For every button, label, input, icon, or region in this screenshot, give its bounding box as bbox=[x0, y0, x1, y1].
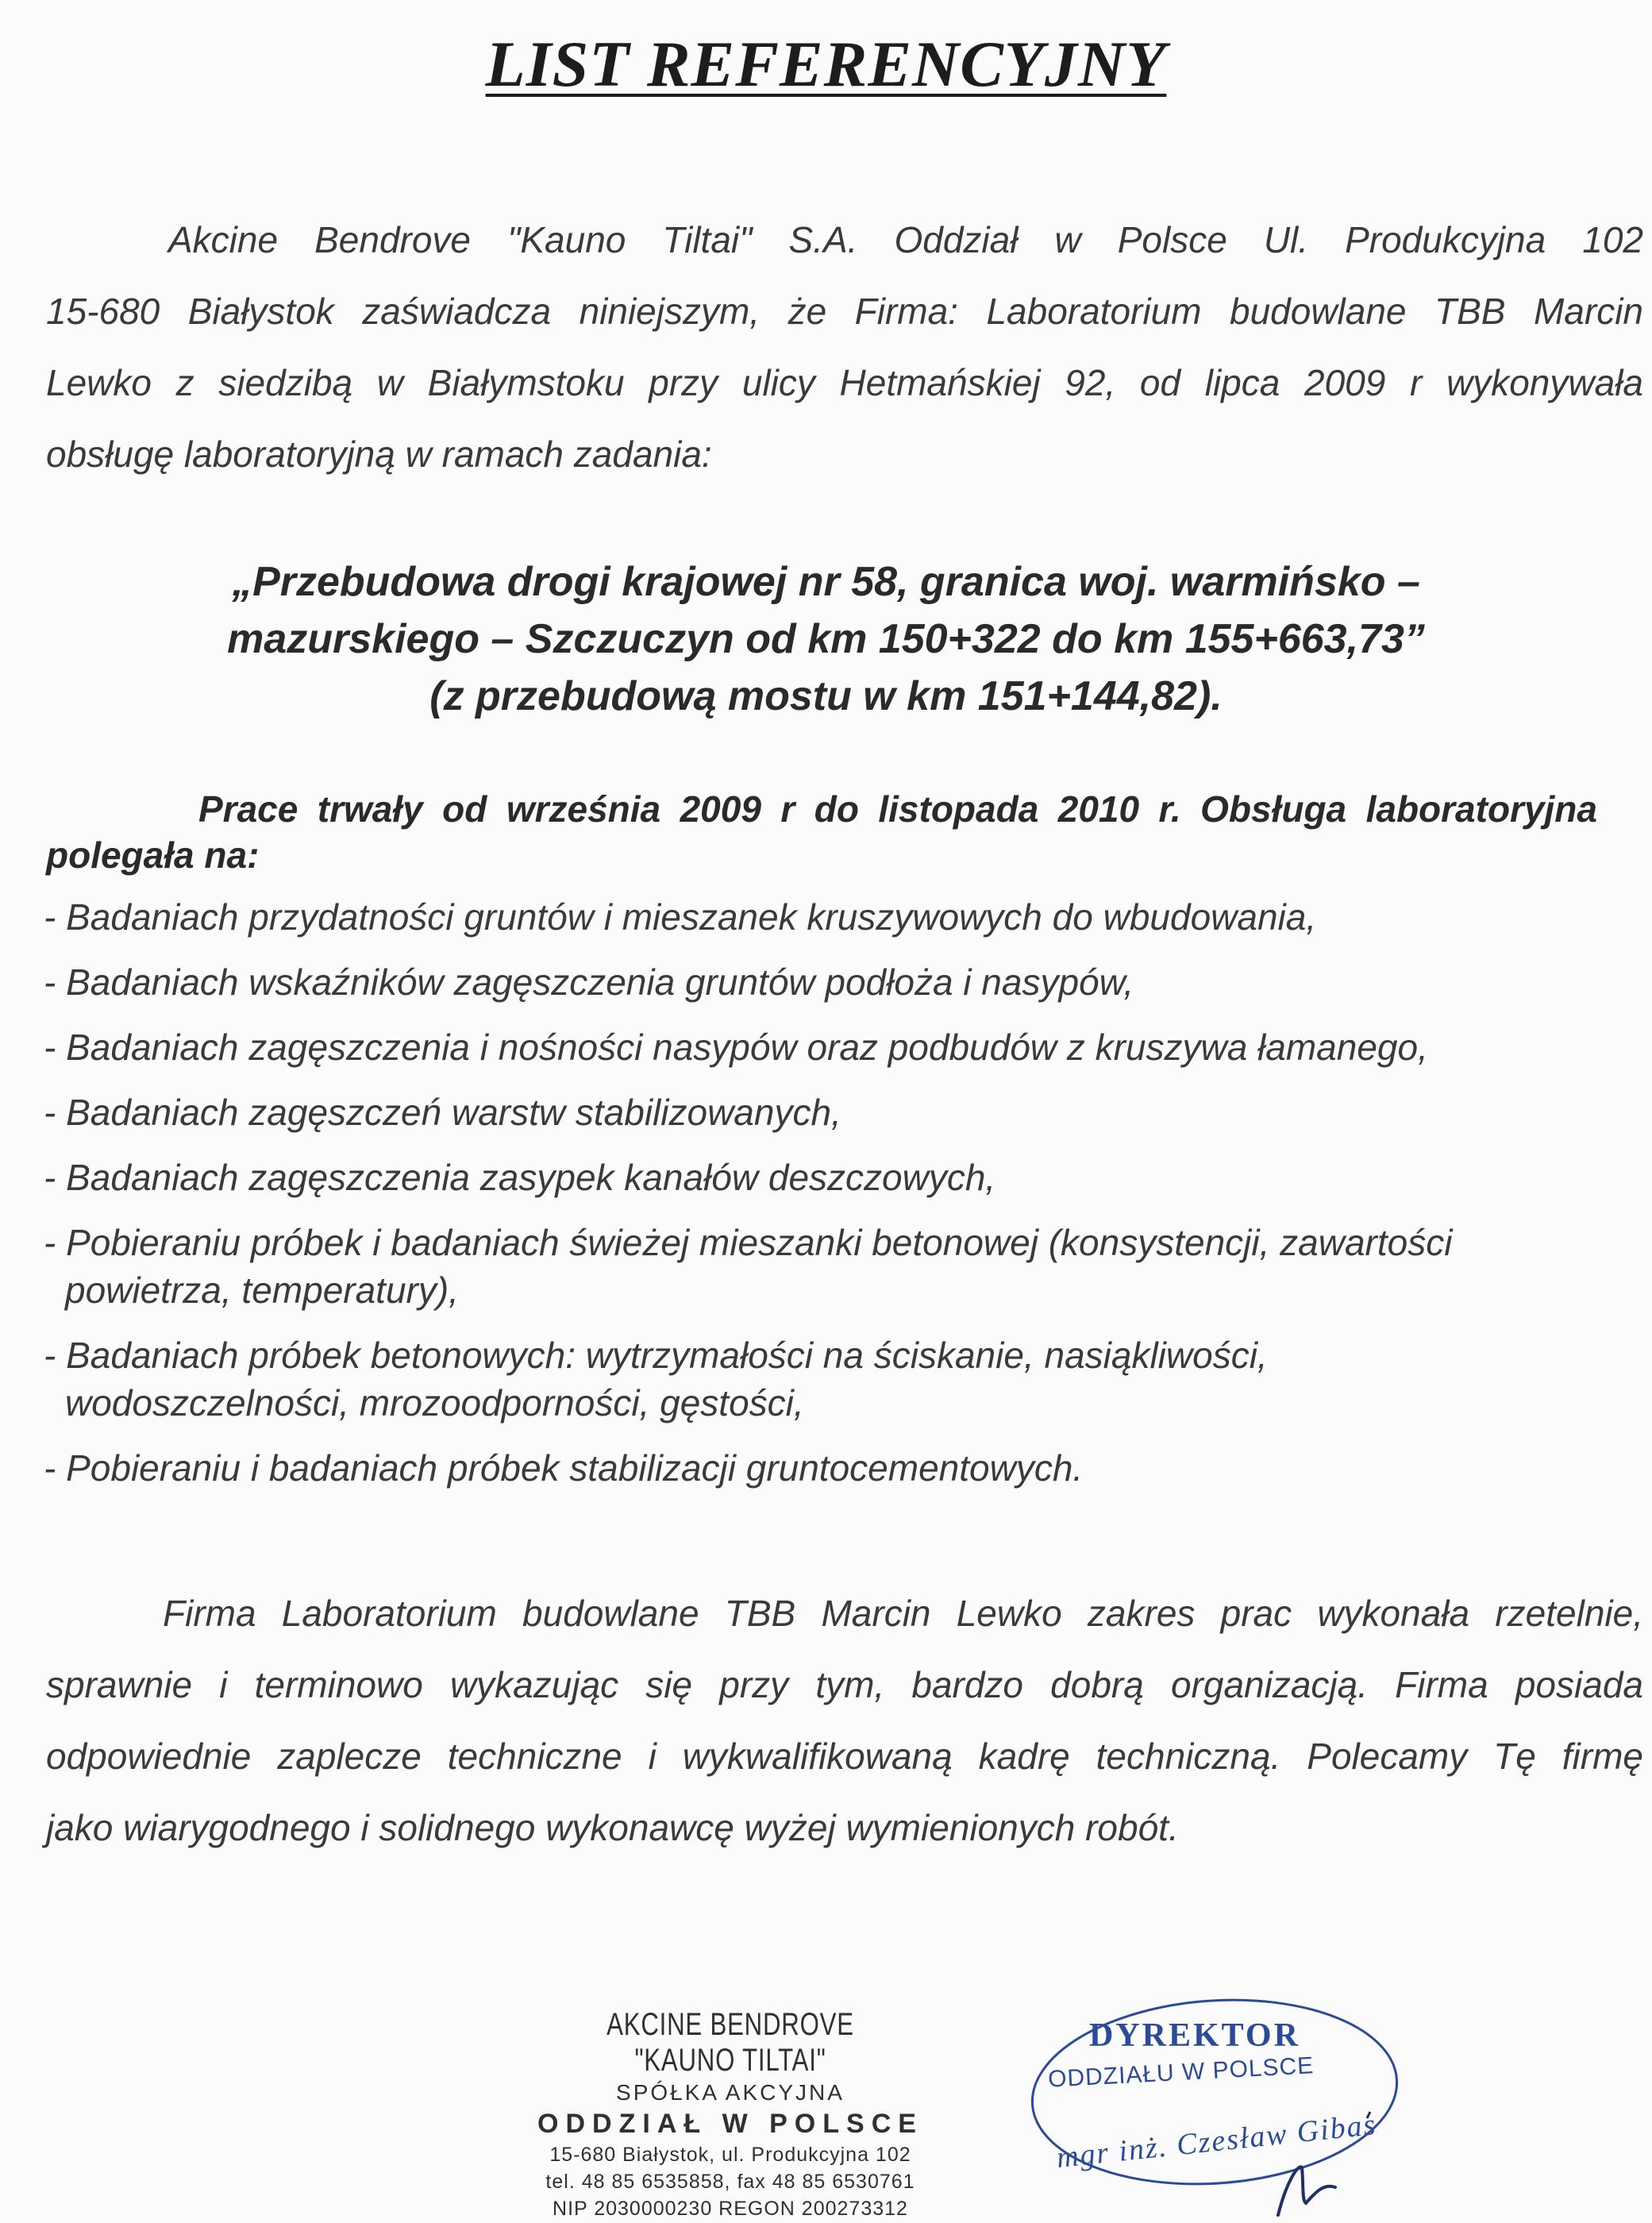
company-stamp bbox=[508, 2007, 953, 2221]
intro-line-1: Akcine Bendrove "Kauno Tiltai" S.A. Oddział w Polsce Ul. Produkcyjna 102 bbox=[168, 219, 1643, 260]
intro-line-2: 15-680 Białystok zaświadcza niniejszym, że Firma: Laboratorium budowlane TBB Marcin bbox=[46, 291, 1643, 332]
list-item: - Badaniach przydatności gruntów i mieszanek kruszywowych do wbudowania, bbox=[44, 896, 1317, 938]
closing-line-2: sprawnie i terminowo wykazując się przy tym, bardzo dobrą organizacją. Firma posiada bbox=[46, 1664, 1643, 1705]
stamp-type: SPÓŁKA AKCYJNA bbox=[616, 2080, 845, 2105]
list-item: - Badaniach wskaźników zagęszczenia gruntów podłoża i nasypów, bbox=[44, 961, 1134, 1003]
list-item: - Pobieraniu i badaniach próbek stabilizacji gruntocementowych. bbox=[44, 1447, 1084, 1489]
list-item-continuation: powietrza, temperatury), bbox=[65, 1269, 459, 1311]
intro-line-3: Lewko z siedzibą w Białymstoku przy ulicy Hetmańskiej 92, od lipca 2009 r wykonywała bbox=[46, 362, 1643, 403]
document-title: LIST REFERENCYJNY bbox=[485, 28, 1167, 100]
closing-line-4: jako wiarygodnego i solidnego wykonawcę wyżej wymienionych robót. bbox=[46, 1807, 1179, 1848]
closing-line-1: Firma Laboratorium budowlane TBB Marcin Lewko zakres prac wykonała rzetelnie, bbox=[163, 1593, 1643, 1634]
list-item: - Badaniach zagęszczenia i nośności nasypów oraz podbudów z kruszywa łamanego, bbox=[44, 1027, 1428, 1068]
task-line-2: mazurskiego – Szczuczyn od km 150+322 do km 155+663,73” bbox=[227, 616, 1425, 662]
list-item-continuation: wodoszczelności, mrozoodporności, gęstości, bbox=[65, 1382, 804, 1424]
signature-unit: ODDZIAŁU W POLSCE bbox=[1047, 2052, 1315, 2093]
list-item: - Pobieraniu próbek i badaniach świeżej mieszanki betonowej (konsystencji, zawartości bbox=[44, 1222, 1453, 1263]
list-item: - Badaniach zagęszczeń warstw stabilizowanych, bbox=[44, 1092, 841, 1133]
intro-line-4: obsługę laboratoryjną w ramach zadania: bbox=[46, 433, 712, 475]
stamp-company: AKCINE BENDROVE "KAUNO TILTAI" bbox=[607, 2007, 854, 2078]
task-line-3: (z przebudową mostu w km 151+144,82). bbox=[429, 673, 1223, 719]
stamp-branch: ODDZIAŁ W POLSCE bbox=[537, 2109, 923, 2139]
stamp-ids: NIP 2030000230 REGON 200273312 bbox=[553, 2198, 908, 2220]
signature-name: mgr inż. Czesław Gibas bbox=[1054, 2107, 1379, 2175]
list-item: - Badaniach próbek betonowych: wytrzymałości na ściskanie, nasiąkliwości, bbox=[44, 1335, 1268, 1376]
closing-line-3: odpowiednie zaplecze techniczne i wykwalifikowaną kadrę techniczną. Polecamy Tę firmę bbox=[46, 1736, 1643, 1777]
task-line-1: „Przebudowa drogi krajowej nr 58, granica woj. warmińsko – bbox=[232, 559, 1420, 605]
stamp-address: 15-680 Białystok, ul. Produkcyjna 102 bbox=[549, 2144, 911, 2166]
director-signature-stamp bbox=[1024, 1993, 1437, 2223]
signature-role: DYREKTOR bbox=[1089, 2017, 1300, 2054]
stamp-contact: tel. 48 85 6535858, fax 48 85 6530761 bbox=[545, 2171, 915, 2193]
list-item: - Badaniach zagęszczenia zasypek kanałów deszczowych, bbox=[44, 1157, 996, 1198]
works-line-2: polegała na: bbox=[46, 834, 260, 876]
works-line-1: Prace trwały od września 2009 r do listopada 2010 r. Obsługa laboratoryjna bbox=[198, 788, 1597, 830]
